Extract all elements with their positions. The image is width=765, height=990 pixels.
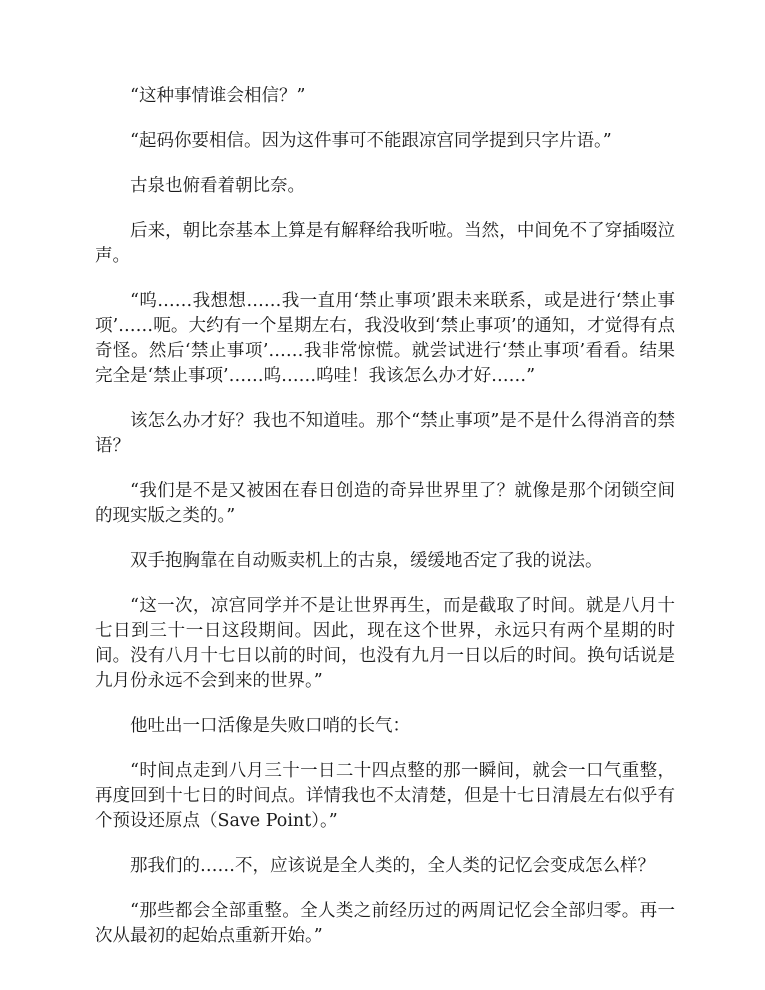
paragraph-12: 那我们的……不，应该说是全人类的，全人类的记忆会变成怎么样？ [130, 856, 655, 876]
paragraph-2: “起码你要相信。因为这件事可不能跟凉宫同学提到只字片语。” [130, 131, 612, 151]
paragraph-7: “我们是不是又被困在春日创造的奇异世界里了？就像是那个闭锁空间的现实版之类的。” [95, 481, 675, 526]
paragraph-4: 后来，朝比奈基本上算是有解释给我听啦。当然，中间免不了穿插啜泣声。 [95, 221, 675, 266]
paragraph-11: “时间点走到八月三十一日二十四点整的那一瞬间，就会一口气重整，再度回到十七日的时间点。详情我也不太清楚，但是十七日清晨左右似乎有个预设还原点（Save Point）。” [95, 761, 675, 831]
paragraph-1: “这种事情谁会相信？” [130, 86, 306, 106]
paragraph-5: “呜……我想想……我一直用‘禁止事项’跟未来联系，或是进行‘禁止事项’……呃。大约有一个星期左右，我没收到‘禁止事项’的通知，才觉得有点奇怪。然后‘禁止事项’……我非常惊慌。就尝试进行‘禁止事项’看看。结果完全是‘禁止事项’……呜……呜哇！我该怎么办才好……” [95, 291, 675, 386]
paragraph-8: 双手抱胸靠在自动贩卖机上的古泉，缓缓地否定了我的说法。 [130, 551, 603, 571]
paragraph-10: 他吐出一口活像是失败口哨的长气： [130, 716, 410, 736]
paragraph-9: “这一次，凉宫同学并不是让世界再生，而是截取了时间。就是八月十七日到三十一日这段期间。因此，现在这个世界，永远只有两个星期的时间。没有八月十七日以前的时间，也没有九月一日以后的时间。换句话说是九月份永远不会到来的世界。” [95, 596, 675, 691]
paragraph-13: “那些都会全部重整。全人类之前经历过的两周记忆会全部归零。再一次从最初的起始点重新开始。” [95, 901, 675, 946]
paragraph-6: 该怎么办才好？我也不知道哇。那个“禁止事项”是不是什么得消音的禁语？ [95, 411, 675, 456]
paragraph-3: 古泉也俯看着朝比奈。 [130, 176, 305, 196]
